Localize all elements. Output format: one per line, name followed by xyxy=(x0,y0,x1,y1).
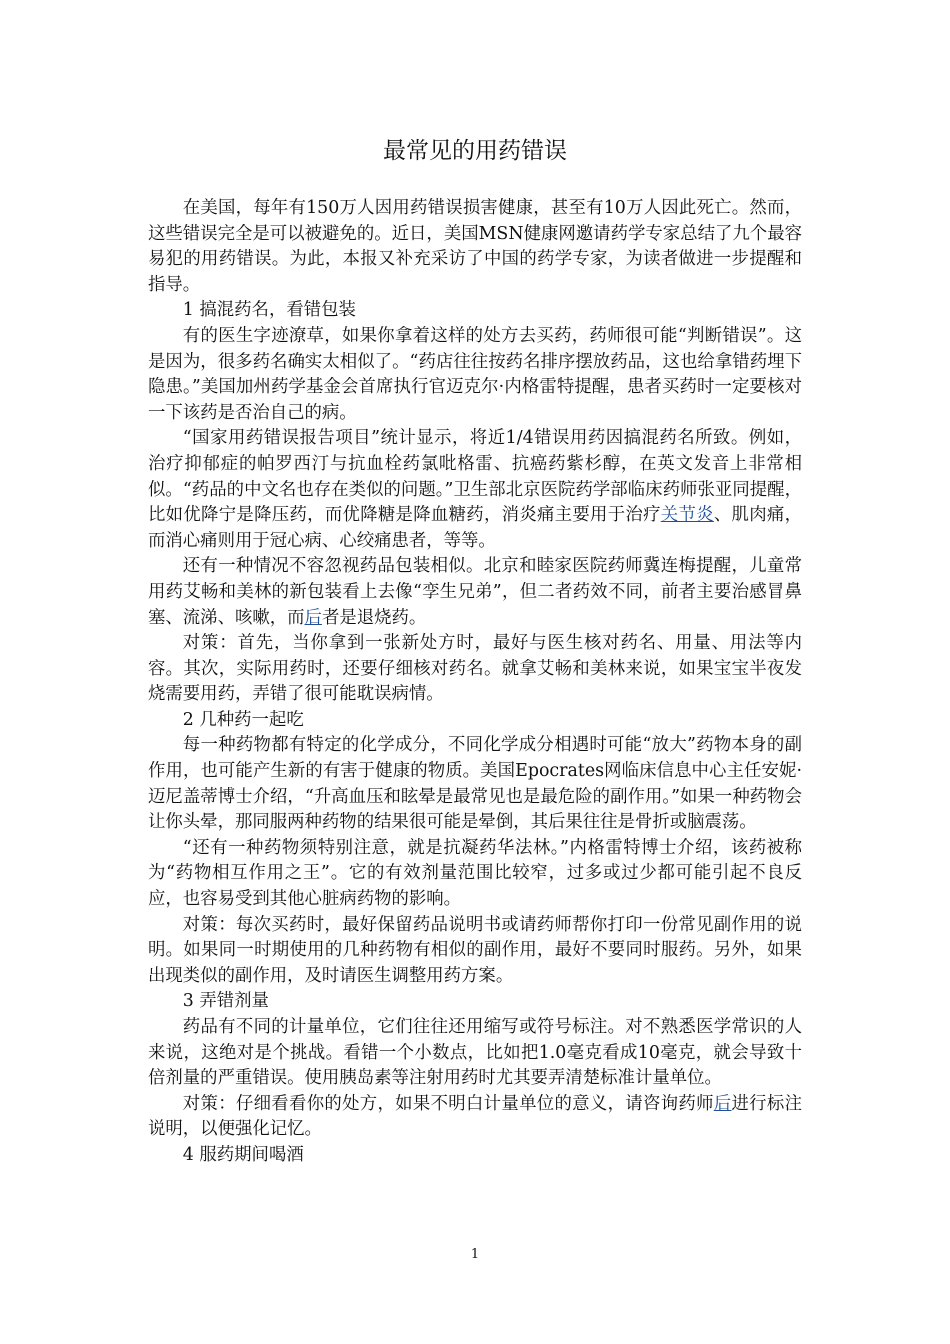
section-heading-3: 3 弄错剂量 xyxy=(182,991,269,1012)
article-body xyxy=(148,196,802,1169)
document-title: 最常见的用药错误 xyxy=(383,138,567,164)
intro-paragraph: 在美国，每年有150万人因用药错误损害健康，甚至有10万人因此死亡。然而，这些错误完全是可以被避免的。近日，美国MSN健康网邀请药学专家总结了九个最容易犯的用药错误。为此，本报又补充采访了中国的药学专家，为读者做进一步提醒和指导。 xyxy=(148,198,802,295)
paragraph-countermeasure-3 xyxy=(148,1092,802,1143)
section-heading-2: 2 几种药一起吃 xyxy=(182,709,304,730)
section-heading-4: 4 服药期间喝酒 xyxy=(182,1144,304,1165)
paragraph-countermeasure-1: 对策：首先，当你拿到一张新处方时，最好与医生核对药名、用量、用法等内容。其次，实际用药时，还要仔细核对药名。就拿艾畅和美林来说，如果宝宝半夜发烧需要用药，弄错了很可能耽误病情。 xyxy=(148,633,802,705)
page-number: 1 xyxy=(470,1247,480,1262)
paragraph-text: 进行标注说明，以便强化记忆。 xyxy=(148,1093,802,1140)
paragraph-text: 对策：仔细看看你的处方，如果不明白计量单位的意义，请咨询药师 xyxy=(182,1093,714,1114)
paragraph-drug-interaction: 每一种药物都有特定的化学成分，不同化学成分相遇时可能“放大”药物本身的副作用，也可能产生新的有害于健康的物质。美国Epocrates网临床信息中心主任安妮·迈尼盖蒂博士介绍，“升高血压和眩晕是最常见也是最危险的副作用。”如果一种药物会让你头晕，那同服两种药物的结果很可能是晕倒，其后果往往是骨折或脑震荡。 xyxy=(148,735,802,833)
hou-link[interactable]: 后 xyxy=(304,607,322,628)
paragraph-name-confusion xyxy=(148,426,802,554)
paragraph-text: 者是退烧药。 xyxy=(321,607,427,628)
arthritis-link[interactable]: 关节炎 xyxy=(660,505,714,526)
paragraph-packaging xyxy=(148,554,802,631)
paragraph-warfarin: “还有一种药物须特别注意，就是抗凝药华法林。”内格雷特博士介绍，该药被称为“药物相互作用之王”。它的有效剂量范围比较窄，过多或过少都可能引起不良反应，也容易受到其他心脏病药物的影响。 xyxy=(148,837,802,910)
paragraph-text: 、肌肉痛，而消心痛则用于冠心病、心绞痛患者，等等。 xyxy=(148,505,802,551)
paragraph-text: “国家用药错误报告项目”统计显示，将近1/4错误用药因搞混药名所致。例如，治疗抑郁症的帕罗西汀与抗血栓药氯吡格雷、抗癌药紫杉醇，在英文发音上非常相似。“药品的中文名也存在类似的问题。”卫生部北京医院药学部临床药师张亚同提醒，比如优降宁是降压药，而优降糖是降血糖药，消炎痛主要用于治疗 xyxy=(148,428,802,526)
section-heading-1: 1 搞混药名，看错包装 xyxy=(182,300,356,321)
paragraph-countermeasure-2: 对策：每次买药时，最好保留药品说明书或请药师帮你打印一份常见副作用的说明。如果同一时期使用的几种药物有相似的副作用，最好不要同时服药。另外，如果出现类似的副作用，及时请医生调整用药方案。 xyxy=(148,914,802,986)
paragraph-text: 还有一种情况不容忽视药品包装相似。北京和睦家医院药师冀连梅提醒，儿童常用药艾畅和美林的新包装看上去像“孪生兄弟”，但二者药效不同，前者主要治感冒鼻塞、流涕、咳嗽，而 xyxy=(148,556,802,628)
hou-link[interactable]: 后 xyxy=(713,1093,732,1114)
paragraph-doctor-handwriting: 有的医生字迹潦草，如果你拿着这样的处方去买药，药师很可能“判断错误”。这是因为，很多药名确实太相似了。“药店往往按药名排序摆放药品，这也给拿错药埋下隐患。”美国加州药学基金会首席执行官迈克尔·内格雷特提醒，患者买药时一定要核对一下该药是否治自己的病。 xyxy=(148,325,802,423)
paragraph-dosage-units: 药品有不同的计量单位，它们往往还用缩写或符号标注。对不熟悉医学常识的人来说，这绝对是个挑战。看错一个小数点，比如把1.0毫克看成10毫克，就会导致十倍剂量的严重错误。使用胰岛素等注射用药时尤其要弄清楚标准计量单位。 xyxy=(148,1017,802,1089)
